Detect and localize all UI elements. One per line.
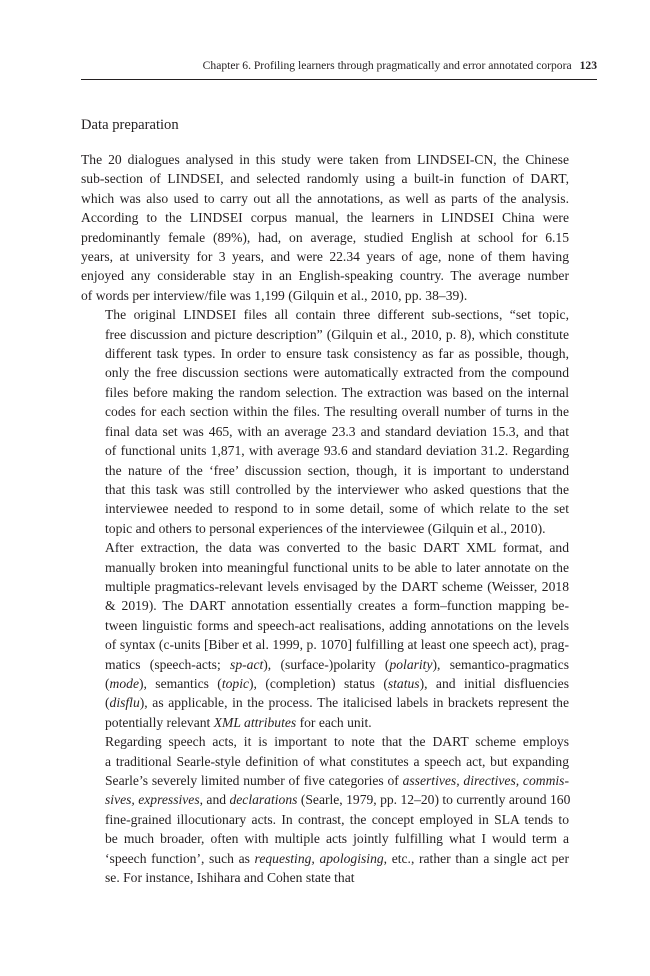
text-line: [81, 771, 569, 790]
text-run: , and: [199, 792, 230, 808]
text-line: be much broader, often with multiple acts jointly fulfilling what I would term a: [105, 831, 569, 847]
italic-term: disflu: [109, 695, 140, 711]
page-number: 123: [579, 59, 597, 72]
text-line: The original LINDSEI files all contain three different sub-sections, “set topic,: [105, 307, 569, 323]
text-line: [81, 655, 569, 674]
text-run: ), (surface-)polarity (: [263, 656, 390, 672]
text-line: codes for each section within the files. The resulting overall number of turns in the: [105, 404, 569, 420]
italic-term: polarity: [389, 656, 433, 672]
text-line: [81, 693, 569, 712]
text-line: interviewee needed to respond to in some detail, some of which relate to the set: [105, 501, 569, 517]
text-line: a traditional Searle-style definition of what constitutes a speech act, but expanding: [105, 753, 569, 769]
text-line: [81, 713, 569, 732]
text-run: (: [105, 695, 110, 711]
text-run: ), as applicable, in the process. The italicised labels in brackets represent the: [139, 695, 569, 711]
text-run: (Searle, 1979, pp. 12–20) to currently around 160: [297, 792, 571, 808]
body-text: [81, 150, 569, 887]
text-line: final data set was 465, with an average 23.3 and standard deviation 15.3, and that: [105, 423, 569, 439]
text-run: matics (speech-acts;: [105, 656, 231, 672]
text-run: for each unit.: [296, 714, 372, 730]
paragraph-3: [81, 538, 569, 732]
italic-term: sp-act: [230, 656, 264, 672]
running-title: Chapter 6. Profiling learners through pragmatically and error annotated corpora: [202, 59, 572, 72]
text-run: ‘speech function’, such as: [105, 850, 255, 866]
text-line: enjoyed any considerable stay in an English-speaking country. The average number: [81, 268, 569, 284]
text-line: different task types. In order to ensure task consistency as far as possible, though,: [105, 346, 569, 362]
text-run: ), and initial disfluencies: [419, 675, 569, 691]
text-line: of syntax (c-units [Biber et al. 1999, p. 1070] fulfilling at least one speech act), prag-: [105, 637, 569, 653]
text-line: predominantly female (89%), had, on average, studied English at school for 6.15: [81, 229, 569, 245]
italic-term: requesting, apologising: [254, 850, 384, 866]
text-line: & 2019). The DART annotation essentially creates a form–function mapping be-: [105, 598, 569, 614]
text-line: of functional units 1,871, with average 93.6 and standard deviation 31.2. Regarding: [105, 443, 569, 459]
text-run: , etc., rather than a single act per: [383, 850, 569, 866]
text-line: years, at university for 3 years, and were 22.34 years of age, none of them having: [81, 249, 569, 265]
text-line: [81, 790, 569, 809]
text-line: only the free discussion sections were automatically extracted from the compound: [105, 365, 569, 381]
text-line: fine-grained illocutionary acts. In contrast, the concept employed in SLA tends to: [105, 811, 569, 827]
text-line: According to the LINDSEI corpus manual, the learners in LINDSEI China were: [81, 210, 569, 226]
text-line: manually broken into meaningful functional units to be able to later annotate on the: [105, 559, 569, 575]
paragraph-2: [81, 305, 569, 538]
text-line: that this task was still controlled by the interviewer who asked questions that the: [105, 481, 569, 497]
text-run: ), semantico-pragmatics: [432, 656, 570, 672]
text-line: Regarding speech acts, it is important to note that the DART scheme employs: [105, 734, 569, 750]
text-line: [81, 849, 569, 868]
text-run: ), (completion) status (: [249, 675, 388, 691]
text-line: files before making the random selection. The extraction was based on the internal: [105, 384, 569, 400]
italic-term: XML attributes: [213, 714, 297, 730]
text-run: ), semantics (: [138, 675, 222, 691]
text-line: of words per interview/file was 1,199 (Gilquin et al., 2010, pp. 38–39).: [81, 287, 468, 303]
italic-term: declarations: [229, 792, 298, 808]
text-line: multiple pragmatics-relevant levels envisaged by the DART scheme (Weisser, 2018: [105, 578, 569, 594]
section-heading: Data preparation: [81, 117, 179, 133]
text-line: tween linguistic forms and speech-act realisations, adding annotations on the levels: [105, 617, 569, 633]
text-run: (: [105, 675, 110, 691]
italic-term: assertives, directives, commis-: [402, 773, 569, 788]
italic-term: topic: [221, 675, 250, 691]
running-head: [81, 58, 597, 74]
italic-term: sives, expressives: [105, 792, 200, 808]
text-line: [81, 674, 569, 693]
text-line: The 20 dialogues analysed in this study were taken from LINDSEI-CN, the Chinese: [81, 152, 569, 167]
text-line: free discussion and picture description” (Gilquin et al., 2010, p. 8), which constitute: [105, 326, 569, 342]
text-run: Searle’s severely limited number of five categories of: [105, 773, 403, 788]
italic-term: status: [387, 675, 420, 691]
text-line: sub-section of LINDSEI, and selected randomly using a built-in function of DART,: [81, 171, 569, 187]
paragraph-1: [81, 150, 569, 305]
text-line: After extraction, the data was converted to the basic DART XML format, and: [105, 540, 569, 556]
text-line: which was also used to carry out all the annotations, as well as parts of the analysis.: [81, 190, 569, 206]
text-run: potentially relevant: [105, 714, 214, 730]
header-rule: [81, 79, 597, 80]
paragraph-4: [81, 732, 569, 887]
text-line: topic and others to personal experiences of the interviewee (Gilquin et al., 2010).: [105, 520, 546, 536]
italic-term: mode: [109, 675, 139, 691]
text-line: the nature of the ‘free’ discussion section, though, it is important to understand: [105, 462, 569, 478]
text-line: se. For instance, Ishihara and Cohen state that: [105, 870, 355, 886]
